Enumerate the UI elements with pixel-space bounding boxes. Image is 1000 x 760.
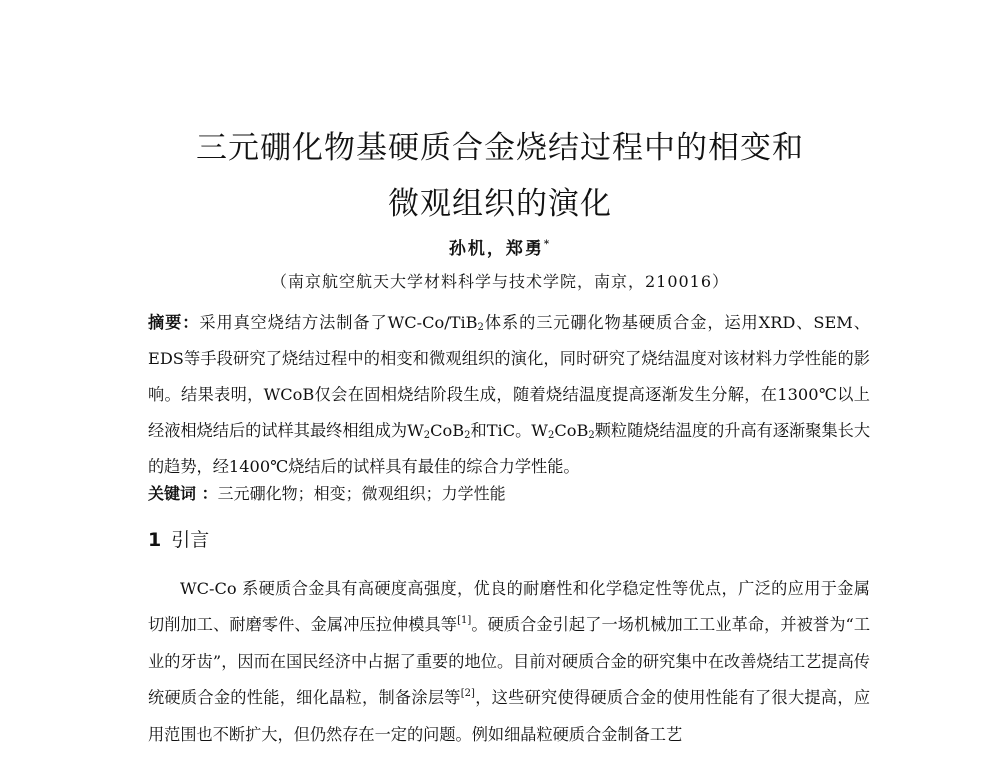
paper-title-line-1: 三元硼化物基硬质合金烧结过程中的相变和 [196,130,804,166]
author-list [0,234,1000,259]
intro-text: 。硬质合金引起了一场机械加工工业革命，并被誉为“工业的牙齿”，因而在国民经济中占据了重要的地位。目前对硬质合金的研究集中在改善烧结工艺提高传统硬质合金的性能，细化晶粒，制备涂层等 [148,615,871,708]
abstract-text: CoB [430,421,465,440]
author-names: 孙机，郑勇 [448,239,544,259]
abstract-text: 体系的三元硼化物基硬质合金，运用XRD、SEM、EDS等手段研究了烧结过程中的相变和微观组织的演化，同时研究了烧结温度对该材料力学性能的影响。结果表明，WCoB仅会在固相烧结阶段生成，随着烧结温度提高逐渐发生分解，在1300℃以上经液相烧结后的试样其最终相组成为W [148,313,870,440]
corresponding-author-mark: * [543,239,552,250]
subscript: 2 [588,430,595,441]
keywords-label: 关键词 [148,484,197,503]
abstract [148,305,870,485]
keywords-text: 三元硼化物；相变；微观组织；力学性能 [217,484,506,503]
affiliation: （南京航空航天大学材料科学与技术学院，南京，210016） [270,272,730,291]
abstract-text: 和TiC。W [470,421,548,440]
intro-paragraph [148,571,870,753]
section-title: 引言 [171,529,210,551]
subscript: 2 [464,430,471,441]
abstract-text: 采用真空烧结方法制备了WC-Co/TiB [199,313,478,332]
section-heading [148,528,209,552]
paper-title-line-2: 微观组织的演化 [388,186,612,222]
intro-text: ，这些研究使得硬质合金的使用性能有了很大提高，应用范围也不断扩大，但仍然存在一定的问题。例如细晶粒硬质合金制备工艺 [148,688,871,744]
citation-ref[interactable]: [2] [460,688,475,700]
subscript: 2 [423,430,431,441]
subscript: 2 [547,430,555,441]
intro-text: WC-Co 系硬质合金具有高硬度高强度，优良的耐磨性和化学稳定性等优点，广泛的应用于金属切削加工、耐磨零件、金属冲压拉伸模具等 [148,579,870,635]
abstract-text: 颗粒随烧结温度的升高有逐渐聚集长大的趋势，经1400℃烧结后的试样具有最佳的综合力学性能。 [148,421,871,476]
keywords [148,484,870,504]
citation-ref[interactable]: [1] [457,615,472,627]
section-number: 1 [148,529,162,551]
subscript: 2 [477,322,484,333]
abstract-text: CoB [554,421,589,440]
abstract-label: 摘要： [148,313,200,332]
keywords-separator: ： [196,484,218,503]
